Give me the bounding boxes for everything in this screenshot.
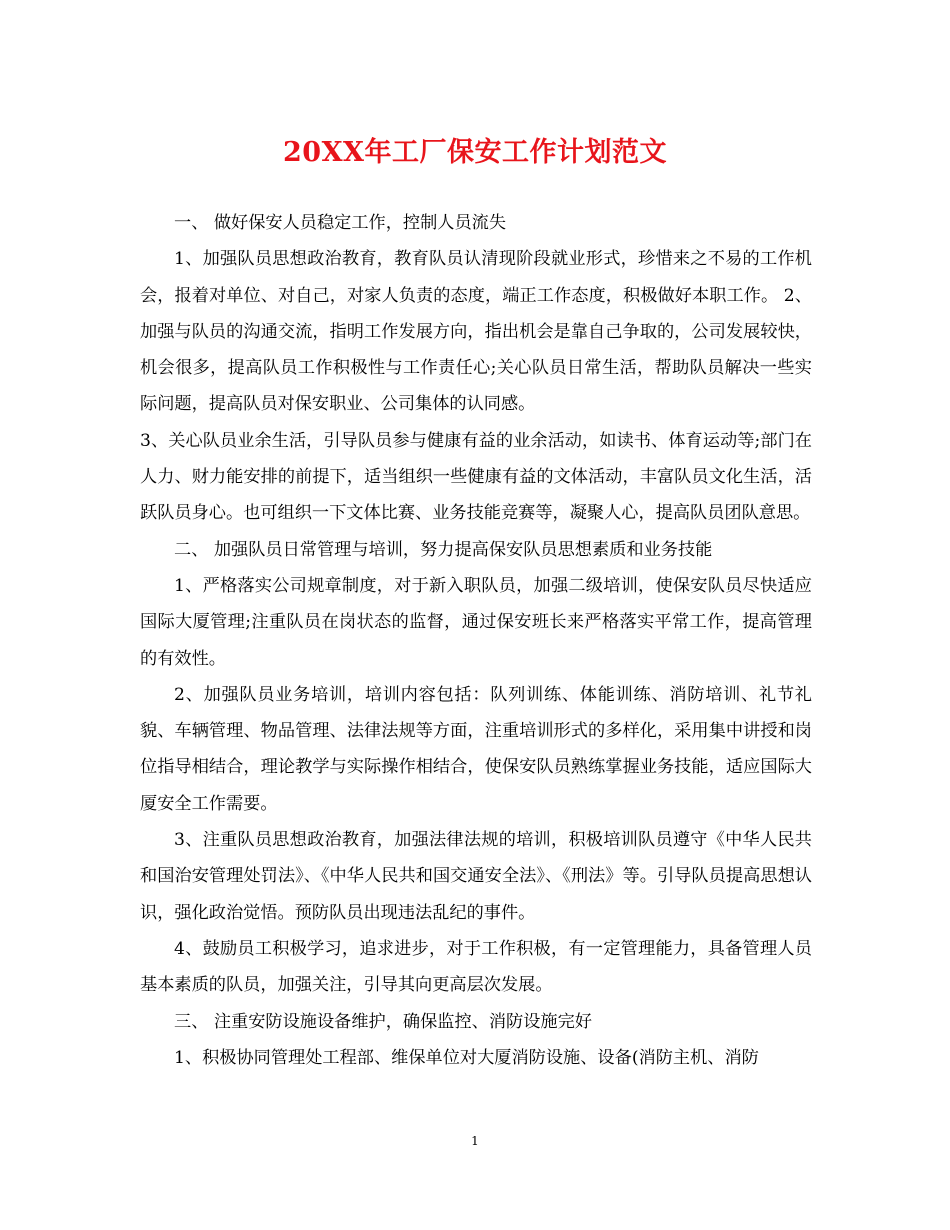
paragraph-2-1: 1、严格落实公司规章制度，对于新入职队员，加强二级培训，使保安队员尽快适应国际大厦管理;注重队员在岗状态的监督，通过保安班长来严格落实平常工作，提高管理的有效性。 [140,575,812,669]
paragraph-section-3-heading: 三、 注重安防设施设备维护，确保监控、消防设施完好 [174,1011,592,1032]
paragraph-3-1: 1、积极协同管理处工程部、维保单位对大厦消防设施、设备(消防主机、消防 [174,1047,759,1068]
document-body [140,205,812,1076]
paragraph-2-4: 4、鼓励员工积极学习，追求进步，对于工作积极，有一定管理能力，具备管理人员基本素质的队员，加强关注，引导其向更高层次发展。 [140,938,812,996]
document-title: 20XX年工厂保安工作计划范文 [283,137,667,168]
paragraph-section-1-heading: 一、 做好保安人员稳定工作，控制人员流失 [174,213,507,233]
paragraph-2-3: 3、注重队员思想政治教育，加强法律法规的培训，积极培训队员遵守《中华人民共和国治安管理处罚法》、《中华人民共和国交通安全法》、《刑法》等。引导队员提高思想认识，强化政治觉悟。预防队员出现违法乱纪的事件。 [140,830,812,923]
paragraph-section-2-heading: 二、 加强队员日常管理与培训，努力提高保安队员思想素质和业务技能 [174,539,713,560]
paragraph-2-2: 2、加强队员业务培训，培训内容包括：队列训练、体能训练、消防培训、礼节礼貌、车辆管理、物品管理、法律法规等方面，注重培训形式的多样化，采用集中讲授和岗位指导相结合，理论教学与实际操作相结合，使保安队员熟练掌握业务技能，适应国际大厦安全工作需要。 [140,684,812,814]
page-number: 1 [471,1134,479,1148]
paragraph-1-1: 1、加强队员思想政治教育，教育队员认清现阶段就业形式，珍惜来之不易的工作机会，报着对单位、对自己，对家人负责的态度，端正工作态度，积极做好本职工作。 2、加强与队员的沟通交流，指明工作发展方向，指出机会是靠自己争取的，公司发展较快，机会很多，提高队员工作积极性与工作责任心;关心队员日常生活，帮助队员解决一些实际问题，提高队员对保安职业、公司集体的认同感。 [140,249,812,415]
paragraph-1-3: 3、关心队员业余生活，引导队员参与健康有益的业余活动，如读书、体育运动等;部门在人力、财力能安排的前提下，适当组织一些健康有益的文体活动，丰富队员文化生活，活跃队员身心。也可组织一下文体比赛、业务技能竞赛等，凝聚人心，提高队员团队意思。 [140,430,812,524]
